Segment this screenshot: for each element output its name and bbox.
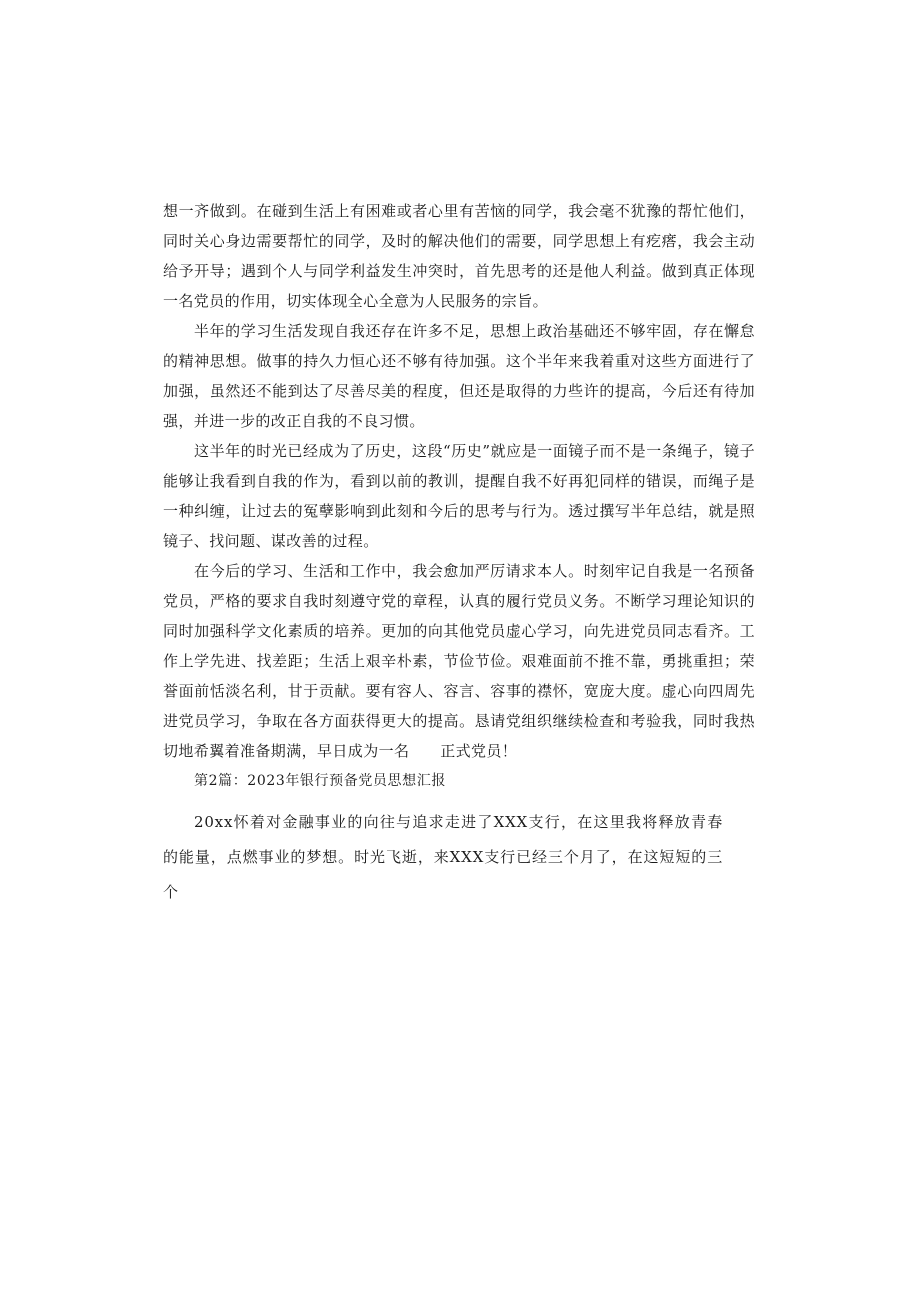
- paragraph-4: 在今后的学习、生活和工作中，我会愈加严厉请求本人。时刻牢记自我是一名预备党员，严格的要求自我时刻遵守党的章程，认真的履行党员义务。不断学习理论知识的同时加强科学文化素质的培养。更加的向其他党员虚心学习，向先进党员同志看齐。工作上学先进、找差距；生活上艰辛朴素，节俭节俭。艰难面前不推不靠，勇挑重担；荣誉面前恬淡名利，甘于贡献。要有容人、容言、容事的襟怀，宽庞大度。虚心向四周先进党员学习，争取在各方面获得更大的提高。恳请党组织继续检查和考验我，同时我热切地希翼着准备期满，早日成为一名 正式党员！: [163, 562, 755, 760]
- section-paragraph: 20xx怀着对金融事业的向往与追求走进了XXX支行，在这里我将释放青春的能量，点燃事业的梦想。时光飞逝，来XXX支行已经三个月了，在这短短的三个: [163, 813, 723, 901]
- paragraph-3: 这半年的时光已经成为了历史，这段“历史”就应是一面镜子而不是一条绳子，镜子能够让我看到自我的作为，看到以前的教训，提醒自我不好再犯同样的错误，而绳子是一种纠缠，让过去的冤孽影响到此刻和今后的思考与行为。透过撰写半年总结，就是照镜子、找问题、谋改善的过程。: [163, 442, 755, 550]
- paragraph-2: 半年的学习生活发现自我还存在许多不足，思想上政治基础还不够牢固，存在懈怠的精神思想。做事的持久力恒心还不够有待加强。这个半年来我着重对这些方面进行了加强，虽然还不能到达了尽善尽美的程度，但还是取得的力些许的提高，今后还有待加强，并进一步的改正自我的不良习惯。: [163, 322, 755, 430]
- section-heading: 第2篇：2023年银行预备党员思想汇报: [194, 773, 446, 789]
- paragraph-1: 想一齐做到。在碰到生活上有困难或者心里有苦恼的同学，我会毫不犹豫的帮忙他们，同时关心身边需要帮忙的同学，及时的解决他们的需要，同学思想上有疙瘩，我会主动给予开导；遇到个人与同学利益发生冲突时，首先思考的还是他人利益。做到真正体现一名党员的作用，切实体现全心全意为人民服务的宗旨。: [163, 202, 755, 310]
- document-body: [163, 196, 755, 910]
